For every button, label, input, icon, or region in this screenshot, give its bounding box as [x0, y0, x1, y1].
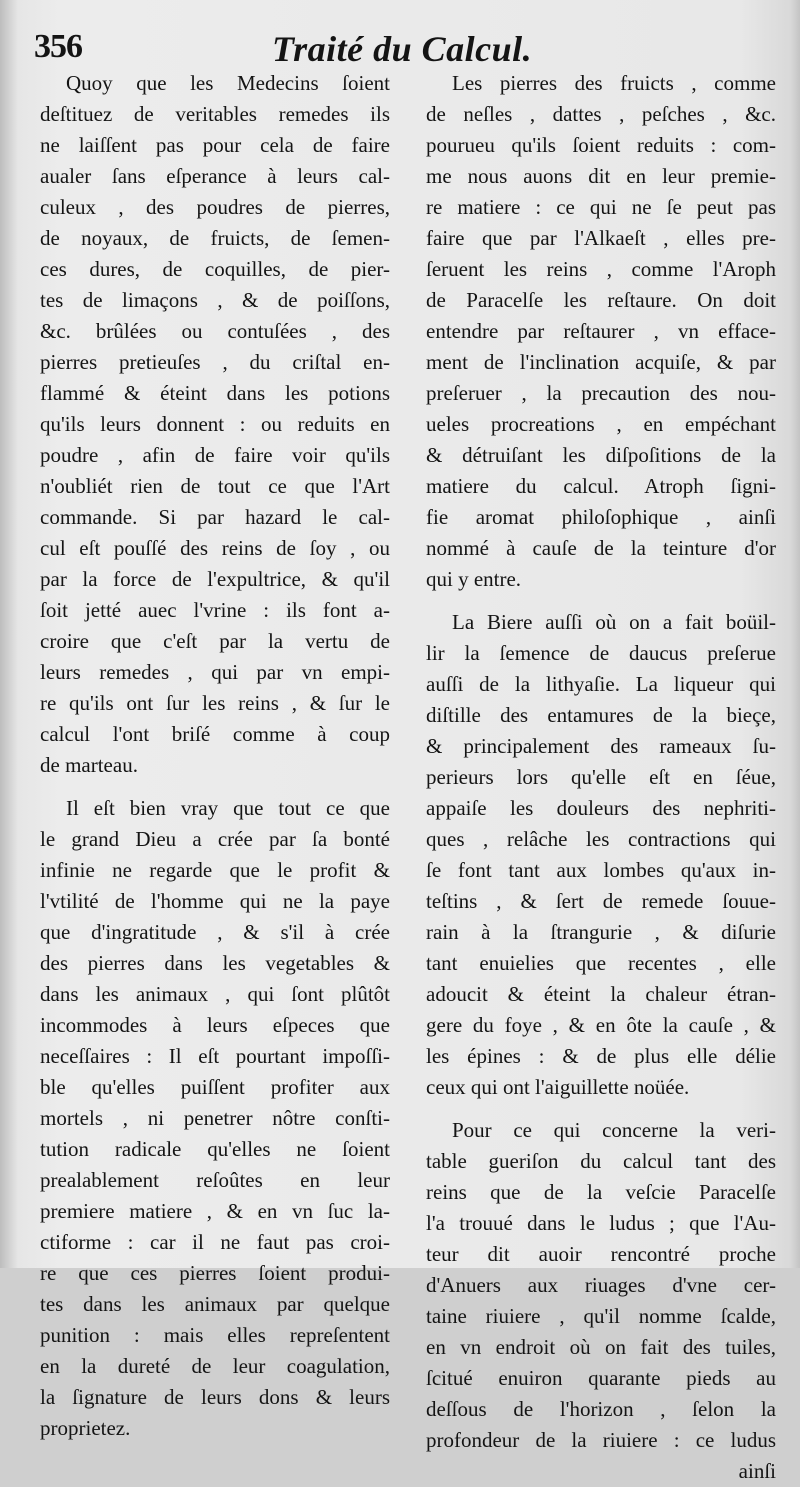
- text-line: les épines : & de plus elle délie: [426, 1044, 776, 1068]
- text-line: La Biere auſſi où on a fait boüil-: [452, 610, 776, 634]
- text-line: matiere du calcul. Atroph ſigni-: [426, 474, 776, 498]
- text-columns: [40, 68, 780, 1483]
- text-line: fie aromat philoſophique , ainſi: [426, 505, 776, 529]
- text-line: n'oubliét rien de tout ce que l'Art: [40, 474, 390, 498]
- text-line: proprietez.: [40, 1416, 131, 1440]
- text-line: pierres pretieuſes , du criſtal en-: [40, 350, 390, 374]
- text-line: teſtins , & ſert de remede ſouue-: [426, 889, 776, 913]
- text-line: punition : mais elles repreſentent: [40, 1323, 390, 1347]
- text-line: ques , relâche les contractions qui: [426, 827, 776, 851]
- text-line: Pour ce qui concerne la veri-: [452, 1118, 776, 1142]
- text-line: perieurs lors qu'elle eſt en ſéue,: [426, 765, 776, 789]
- text-line: Les pierres des fruicts , comme: [452, 71, 776, 95]
- text-line: nommé à cauſe de la teinture d'or: [426, 536, 776, 560]
- text-line: re qu'ils ont ſur les reins , & ſur le: [40, 691, 390, 715]
- text-line: ces dures, de coquilles, de pier-: [40, 257, 390, 281]
- paragraph-gap: [40, 781, 390, 793]
- text-line: en la dureté de leur coagulation,: [40, 1354, 390, 1378]
- text-line: culeux , des poudres de pierres,: [40, 195, 390, 219]
- text-line: poudre , afin de faire voir qu'ils: [40, 443, 390, 467]
- text-line: neceſſaires : Il eſt pourtant impoſſi-: [40, 1044, 390, 1068]
- text-line: faire que par l'Alkaeſt , elles pre-: [426, 226, 776, 250]
- left-column: [40, 68, 390, 1444]
- text-line: ſe font tant aux lombes qu'aux in-: [426, 858, 776, 882]
- text-line: le grand Dieu a crée par ſa bonté: [40, 827, 390, 851]
- text-line: de marteau.: [40, 753, 138, 777]
- text-line: ble qu'elles puiſſent profiter aux: [40, 1075, 390, 1099]
- text-line: leurs remedes , qui par vn empi-: [40, 660, 390, 684]
- text-line: en vn endroit où on fait des tuiles,: [426, 1335, 776, 1359]
- text-line: flammé & éteint dans les potions: [40, 381, 390, 405]
- text-line: pourueu qu'ils ſoient reduits : com-: [426, 133, 776, 157]
- text-line: cul eſt pouſſé des reins de ſoy , ou: [40, 536, 390, 560]
- text-line: des pierres dans les vegetables &: [40, 951, 390, 975]
- text-line: mortels , ni penetrer nôtre conſti-: [40, 1106, 390, 1130]
- text-line: de noyaux, de fruicts, de ſemen-: [40, 226, 390, 250]
- text-line: premiere matiere , & en vn ſuc la-: [40, 1199, 390, 1223]
- text-line: l'vtilité de l'homme qui ne la paye: [40, 889, 390, 913]
- text-line: teur dit auoir rencontré proche: [426, 1242, 776, 1266]
- running-title: Traité du Calcul.: [272, 29, 533, 69]
- text-line: rain à la ſtrangurie , & diſurie: [426, 920, 776, 944]
- text-line: de neſles , dattes , peſches , &c.: [426, 102, 776, 126]
- text-line: profondeur de la riuiere : ce ludus: [426, 1428, 776, 1452]
- text-line: ſoit jetté auec l'vrine : ils font a-: [40, 598, 390, 622]
- right-column: [426, 68, 776, 1487]
- text-line: auſſi de la lithyaſie. La liqueur qui: [426, 672, 776, 696]
- text-line: ſeruent les reins , comme l'Aroph: [426, 257, 776, 281]
- text-line: Il eſt bien vray que tout ce que: [66, 796, 390, 820]
- text-line: tant enuielies que recentes , elle: [426, 951, 776, 975]
- text-line: ment de l'inclination acquiſe, & par: [426, 350, 776, 374]
- text-line: &c. brûlées ou contuſées , des: [40, 319, 390, 343]
- text-line: qu'ils leurs donnent : ou reduits en: [40, 412, 390, 436]
- text-line: calcul l'ont briſé comme à coup: [40, 722, 390, 746]
- text-line: taine riuiere , qu'il nomme ſcalde,: [426, 1304, 776, 1328]
- page-header: [34, 22, 774, 72]
- text-line: ainſi: [738, 1459, 776, 1483]
- text-line: re matiere : ce qui ne ſe peut pas: [426, 195, 776, 219]
- text-line: par la force de l'expultrice, & qu'il: [40, 567, 390, 591]
- text-line: table gueriſon du calcul tant des: [426, 1149, 776, 1173]
- text-line: qui y entre.: [426, 567, 522, 591]
- text-line: reins que de la veſcie Paracelſe: [426, 1180, 776, 1204]
- text-line: lir la ſemence de daucus preſerue: [426, 641, 776, 665]
- text-line: tes dans les animaux par quelque: [40, 1292, 390, 1316]
- page-number: 356: [34, 28, 82, 65]
- text-line: appaiſe les douleurs des nephriti-: [426, 796, 776, 820]
- paragraph-gap: [426, 1103, 776, 1115]
- text-line: commande. Si par hazard le cal-: [40, 505, 390, 529]
- text-line: ne laiſſent pas pour cela de faire: [40, 133, 390, 157]
- text-line: incommodes à leurs eſpeces que: [40, 1013, 390, 1037]
- text-line: dans les animaux , qui ſont plûtôt: [40, 982, 390, 1006]
- text-line: & détruiſant les diſpoſitions de la: [426, 443, 776, 467]
- text-line: preſeruer , la precaution des nou-: [426, 381, 776, 405]
- text-line: que d'ingratitude , & s'il à crée: [40, 920, 390, 944]
- text-line: ueles procreations , en empéchant: [426, 412, 776, 436]
- text-line: croire que c'eſt par la vertu de: [40, 629, 390, 653]
- text-line: me nous auons dit en leur premie-: [426, 164, 776, 188]
- text-line: la ſignature de leurs dons & leurs: [40, 1385, 390, 1409]
- text-line: ctiforme : car il ne faut pas croi-: [40, 1230, 390, 1254]
- text-line: gere du foye , & en ôte la cauſe , &: [426, 1013, 776, 1037]
- text-line: l'a trouué dans le ludus ; que l'Au-: [426, 1211, 776, 1235]
- paragraph-gap: [426, 595, 776, 607]
- text-line: diſtille des entamures de la bieçe,: [426, 703, 776, 727]
- text-line: tution radicale qu'elles ne ſoient: [40, 1137, 390, 1161]
- text-line: infinie ne regarde que le profit &: [40, 858, 390, 882]
- text-line: entendre par reſtaurer , vn efface-: [426, 319, 776, 343]
- text-line: Quoy que les Medecins ſoient: [66, 71, 390, 95]
- text-line: aualer ſans eſperance à leurs cal-: [40, 164, 390, 188]
- text-line: & principalement des rameaux ſu-: [426, 734, 776, 758]
- text-line: d'Anuers aux riuages d'vne cer-: [426, 1273, 776, 1297]
- text-line: de Paracelſe les reſtaure. On doit: [426, 288, 776, 312]
- text-line: re que ces pierres ſoient produi-: [40, 1261, 390, 1285]
- text-line: adoucit & éteint la chaleur étran-: [426, 982, 776, 1006]
- text-line: deſſous de l'horizon , ſelon la: [426, 1397, 776, 1421]
- text-line: ſcitué enuiron quarante pieds au: [426, 1366, 776, 1390]
- text-line: prealablement reſoûtes en leur: [40, 1168, 390, 1192]
- text-line: ceux qui ont l'aiguillette noüée.: [426, 1075, 690, 1099]
- text-line: tes de limaçons , & de poiſſons,: [40, 288, 390, 312]
- text-line: deſtituez de veritables remedes ils: [40, 102, 390, 126]
